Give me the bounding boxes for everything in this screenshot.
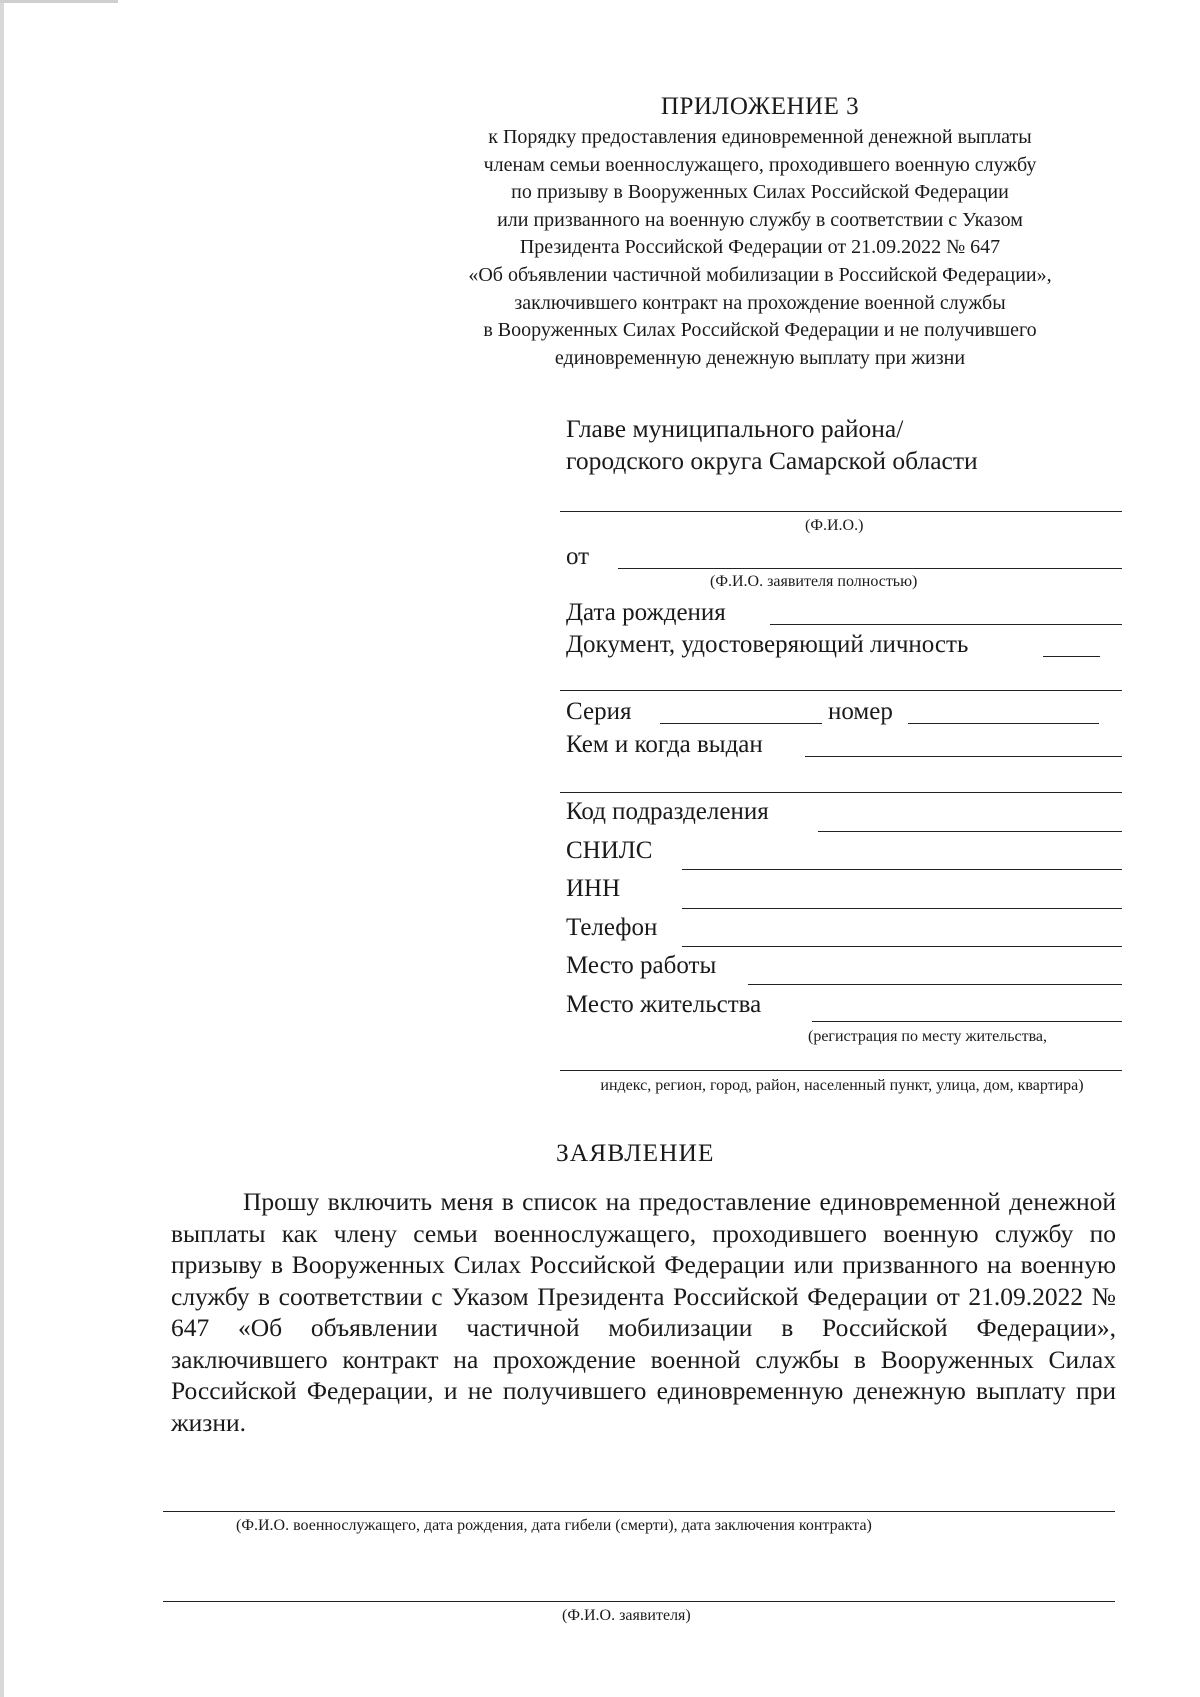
appendix-line: к Порядку предоставления единовременной денежной выплаты <box>488 126 1032 148</box>
phone-line[interactable] <box>682 946 1122 947</box>
appendix-title: ПРИЛОЖЕНИЕ 3 <box>660 93 860 120</box>
applicant-hint: (Ф.И.О. заявителя) <box>562 1607 691 1624</box>
appendix-line: членам семьи военнослужащего, проходившего военную службу <box>483 153 1037 176</box>
series-line[interactable] <box>660 723 822 724</box>
issued-by-label: Кем и когда выдан <box>566 731 763 758</box>
addressee-line: городского округа Самарской области <box>566 446 978 475</box>
inn-label: ИНН <box>566 875 621 902</box>
addressee-line: Главе муниципального района/ <box>566 414 904 443</box>
appendix-line: или призванного на военную службу в соответствии с Указом <box>497 208 1023 231</box>
appendix-header <box>390 92 1130 372</box>
issued-by-line-2[interactable] <box>560 792 1122 793</box>
statement-body: Прошу включить меня в список на предоставление единовременной денежной выплаты как члену семьи военнослужащего, проходившего военную службу по призыву в Вооруженных Силах Российской Федерации или призванного на военную службу в соответствии с Указом Президента Российской Федерации от 21.09.2022 № 647 «Об объявлении частичной мобилизации в Российской Федерации», заключившего контракт на прохождение военной службы в Вооруженных Силах Российской Федерации, и не получившего единовременную денежную выплату при жизни. <box>171 1187 1116 1437</box>
id-document-line-2[interactable] <box>560 690 1122 691</box>
birth-date-label: Дата рождения <box>566 599 726 626</box>
serviceman-line[interactable] <box>163 1511 1115 1512</box>
scan-corner <box>0 0 118 3</box>
residence-label: Место жительства <box>566 991 762 1018</box>
id-document-label: Документ, удостоверяющий личность <box>566 631 969 658</box>
head-fio-line[interactable] <box>560 511 1122 512</box>
applicant-signature-line[interactable] <box>163 1601 1115 1602</box>
appendix-line: единовременную денежную выплату при жизни <box>554 346 966 369</box>
residence-hint-2: индекс, регион, город, район, населенный пункт, улица, дом, квартира) <box>600 1077 1084 1094</box>
applicant-fio-line[interactable] <box>618 568 1122 569</box>
series-label: Серия <box>566 698 632 725</box>
scan-edge <box>0 0 4 1697</box>
appendix-line: по призыву в Вооруженных Силах Российской Федерации <box>511 181 1009 204</box>
number-line[interactable] <box>908 723 1099 724</box>
residence-line-2[interactable] <box>560 1070 1122 1071</box>
number-label: номер <box>828 698 893 725</box>
appendix-line: в Вооруженных Силах Российской Федерации и не получившего <box>483 319 1037 342</box>
residence-line[interactable] <box>812 1021 1122 1022</box>
snils-label: СНИЛС <box>566 837 653 864</box>
serviceman-hint: (Ф.И.О. военнослужащего, дата рождения, дата гибели (смерти), дата заключения контракта) <box>236 1517 872 1534</box>
appendix-line: заключившего контракт на прохождение военной службы <box>514 291 1006 314</box>
workplace-label: Место работы <box>566 952 717 979</box>
from-label: от <box>566 543 590 570</box>
appendix-line: Президента Российской Федерации от 21.09.2022 № 647 <box>519 236 1001 259</box>
division-code-line[interactable] <box>818 831 1122 832</box>
workplace-line[interactable] <box>748 984 1122 985</box>
applicant-fio-hint: (Ф.И.О. заявителя полностью) <box>710 573 918 590</box>
head-fio-hint: (Ф.И.О.) <box>805 517 864 534</box>
residence-hint: (регистрация по месту жительства, <box>808 1028 1048 1045</box>
appendix-line: «Об объявлении частичной мобилизации в Российской Федерации», <box>468 263 1052 286</box>
issued-by-line[interactable] <box>805 756 1122 757</box>
snils-line[interactable] <box>682 869 1122 870</box>
appendix-subtitle <box>390 124 1130 372</box>
statement-title: ЗАЯВЛЕНИЕ <box>556 1138 715 1167</box>
addressee <box>566 413 978 477</box>
phone-label: Телефон <box>566 914 658 941</box>
id-document-line[interactable] <box>1043 656 1100 657</box>
inn-line[interactable] <box>682 908 1122 909</box>
division-code-label: Код подразделения <box>566 798 769 825</box>
birth-date-line[interactable] <box>770 624 1122 625</box>
